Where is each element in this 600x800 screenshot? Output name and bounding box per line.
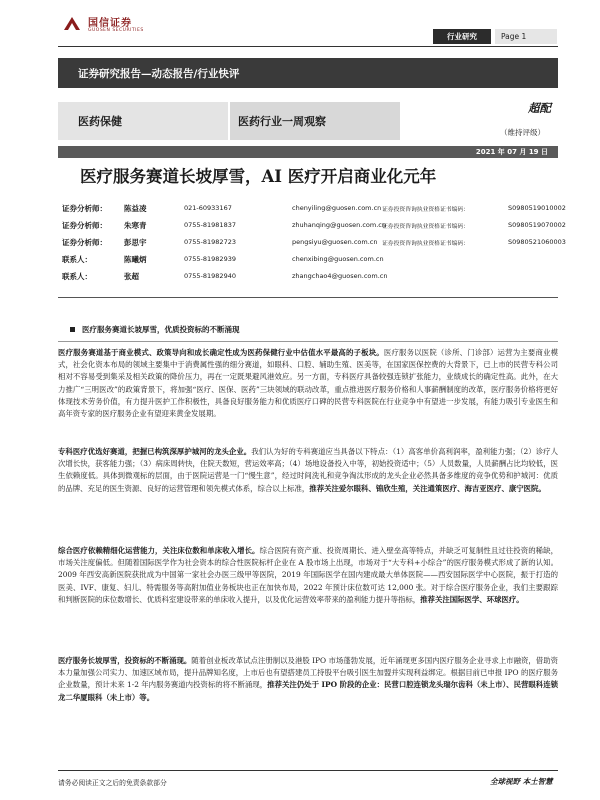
rating-note: （维持评级） [500,128,545,137]
analyst-license-number: S0980519070002 [508,221,566,229]
paragraph-2-recommendation: 推荐关注爱尔眼科、锦欣生殖，关注通策医疗、海吉亚医疗、康宁医院。 [309,483,546,493]
analyst-role: 证券分析师： [62,221,107,230]
paragraph-4-recommendation: 推荐关注仍处于 IPO 阶段的企业：民营口腔连锁龙头瑞尔齿科（未上市）、民营眼科连锁龙二华厦眼科（未上市）等。 [58,680,559,702]
analyst-license-label: 证券投资咨询执业资格证书编码： [382,207,469,213]
analyst-row [62,220,566,233]
footer-divider [58,770,558,771]
analyst-row [62,237,566,250]
guosen-logo-icon [62,14,82,34]
analyst-license-number: S0980521060003 [508,238,566,246]
header-divider [58,46,558,47]
analyst-phone: 0755-81981837 [184,221,236,229]
paragraph-1 [58,347,558,420]
paragraph-3-lead: 综合医疗依赖精细化运营能力，关注床位数和单床收入增长。 [58,546,260,555]
header-category-tag: 行业研究 [433,29,491,44]
contact-email[interactable]: chenxibing@guosen.com.cn [292,255,384,263]
analyst-row [62,203,566,216]
analyst-license-label: 证券投资咨询执业资格证书编码： [382,241,469,247]
page-number: Page 1 [495,29,557,44]
analyst-role: 证券分析师： [62,204,107,213]
analyst-name: 朱寒青 [124,221,147,230]
analyst-email[interactable]: pengsiyu@guosen.com.cn [292,238,378,246]
logo-name-cn: 国信证券 [88,18,132,29]
summary-heading: 医疗服务赛道长坡厚雪，优质投资标的不断涌现 [82,325,240,334]
analyst-license-label: 证券投资咨询执业资格证书编码： [382,224,469,230]
contact-role: 联系人： [62,272,92,281]
rating: 超配 [528,101,551,115]
analyst-license-number: S0980519010002 [508,204,566,212]
paragraph-4 [58,655,558,704]
paragraph-3-body: 综合医院有资产重、投资周期长、进入壁垒高等特点，并缺乏可复制性且过往投资的稀缺，市场关注度偏低。但随着国际医学作为社会资本的综合性医院标杆企业在 A 股市场上出现，市场对于“大专科+小综合”的医疗服务模式形成了新的认知。2009 年西安高新医院获批成为中国第一家社会办医三级甲等医院，2019 年国际医学在国内建成最大单体医院——西安国际医学中心医院，振于打造的医美、IVF、康复、妇儿、特需服务等高附加值业务板块也正在加快布局，2022 年预计床位数可达 12,000 张。对于综合医疗服务企业，我们主要跟踪和判断医院的床位数增长、优质科室建设带来的单床收入提升，以及优化运营效率带来的盈利能力提升等指标， [58,546,558,604]
contact-row [62,254,562,267]
footer-disclaimer: 请务必阅读正文之后的免责条款部分 [58,779,167,787]
sector-label: 医药保健 [58,102,228,140]
paragraph-1-lead: 医疗服务赛道基于商业模式、政策导向和成长确定性成为医药保健行业中估值水平最高的子板块。 [58,348,384,357]
report-type-banner: 证券研究报告—动态报告/行业快评 [58,58,558,88]
paragraph-1-body: 医疗服务以医院（诊所、门诊部）运营为主要商业模式，社会化资本布局的领域主要集中于消费属性强的细分赛道，如眼科、口腔、辅助生殖、医美等，在国家医保控费的大背景下，已上市的民营专科公司相对不容易受到集采及相关政策的降价压力，再在一定既果避风港效应。另一方面，专科医疗具备较强连锁扩张能力，业绩成长的确定性高。此外，在大力推广“三明医改”的政策背景下，将加强“医疗、医保、医药”三块领域的联动改革，重点推进医疗服务价格和人事薪酬制度的改革，医疗服务价格将更好体现技术劳务价值，有力提升医护工作积极性，具备良好服务能力和优质医疗口碑的民营专科医院在行业竞争中有望进一步发展，有能力吸引专业医生和高年资专家的医疗服务企业有望迎来黄金发展期。 [58,348,558,419]
bullet-square-icon [70,327,75,332]
contact-role: 联系人： [62,255,92,264]
report-date: 2021 年 07 月 19 日 [58,146,558,158]
contact-row [62,271,562,284]
paragraph-3 [58,545,558,606]
paragraph-4-lead: 医疗服务长坡厚雪，投资标的不断涌现。 [58,656,192,665]
logo-name-en: GUOSEN SECURITIES [88,28,144,33]
contact-name: 陈曦炳 [124,255,147,264]
analyst-phone: 021-60933167 [184,204,232,212]
paragraph-3-recommendation: 推荐关注国际医学、环球医疗。 [420,594,524,604]
paragraph-4-body: 随着创业板改革试点注册制以及港股 IPO 市场蓬勃发展，近年涌现更多国内医疗服务企业寻求上市融资，借助资本力量加强公司实力、加速区域布局，提升品牌知名度，上市后也有望搭建员工持股平台吸引医生加盟并实现利益绑定。根据目前已申报 IPO 的医疗服务企业数量，预计未来 1-2 年内服务赛道内投资标的将不断涌现， [58,656,558,690]
paragraph-2-body: 我们认为好的专科赛道应当具备以下特点：（1）高客单价高利润率，盈利能力强；（2）诊疗人次增长快，获客能力强；（3）病床周转快，住院天数短，营运效率高；（4）场地设备投入中等，初始投资适中；（5）人员数量，人员薪酬占比均较低，医生依赖度低。具体到微观标的层面，由于医院运营是一门“慢生意”，经过时间洗礼和竞争淘汰形成的龙头企业必然具备多维度的竞争优势和护城河：优质的品牌、充足的医生资源、良好的运营管理和领先模式体系，综合以上标准， [58,447,558,493]
analyst-phone: 0755-81982723 [184,238,236,246]
report-series-label: 医药行业一周观察 [230,102,400,140]
section-divider [58,297,558,298]
contact-phone: 0755-81982939 [184,255,236,263]
analyst-email[interactable]: chenyiling@guosen.com.cn [292,204,382,212]
analyst-email[interactable]: zhuhanqing@guosen.com.cn [292,221,386,229]
contact-name: 张超 [124,272,139,281]
footer-slogan: 全球视野 本土智慧 [490,777,553,786]
contact-email[interactable]: zhangchao4@guosen.com.cn [292,272,388,280]
report-title: 医疗服务赛道长坡厚雪，AI 医疗开启商业化元年 [80,167,437,186]
paragraph-2-lead: 专科医疗优选好赛道，把握已构筑深厚护城河的龙头企业。 [58,447,252,456]
analyst-name: 彭思宇 [124,238,147,247]
paragraph-2 [58,446,558,495]
analyst-role: 证券分析师： [62,238,107,247]
analyst-name: 陈益凌 [124,204,147,213]
summary-divider [58,341,558,342]
contact-phone: 0755-81982940 [184,272,236,280]
